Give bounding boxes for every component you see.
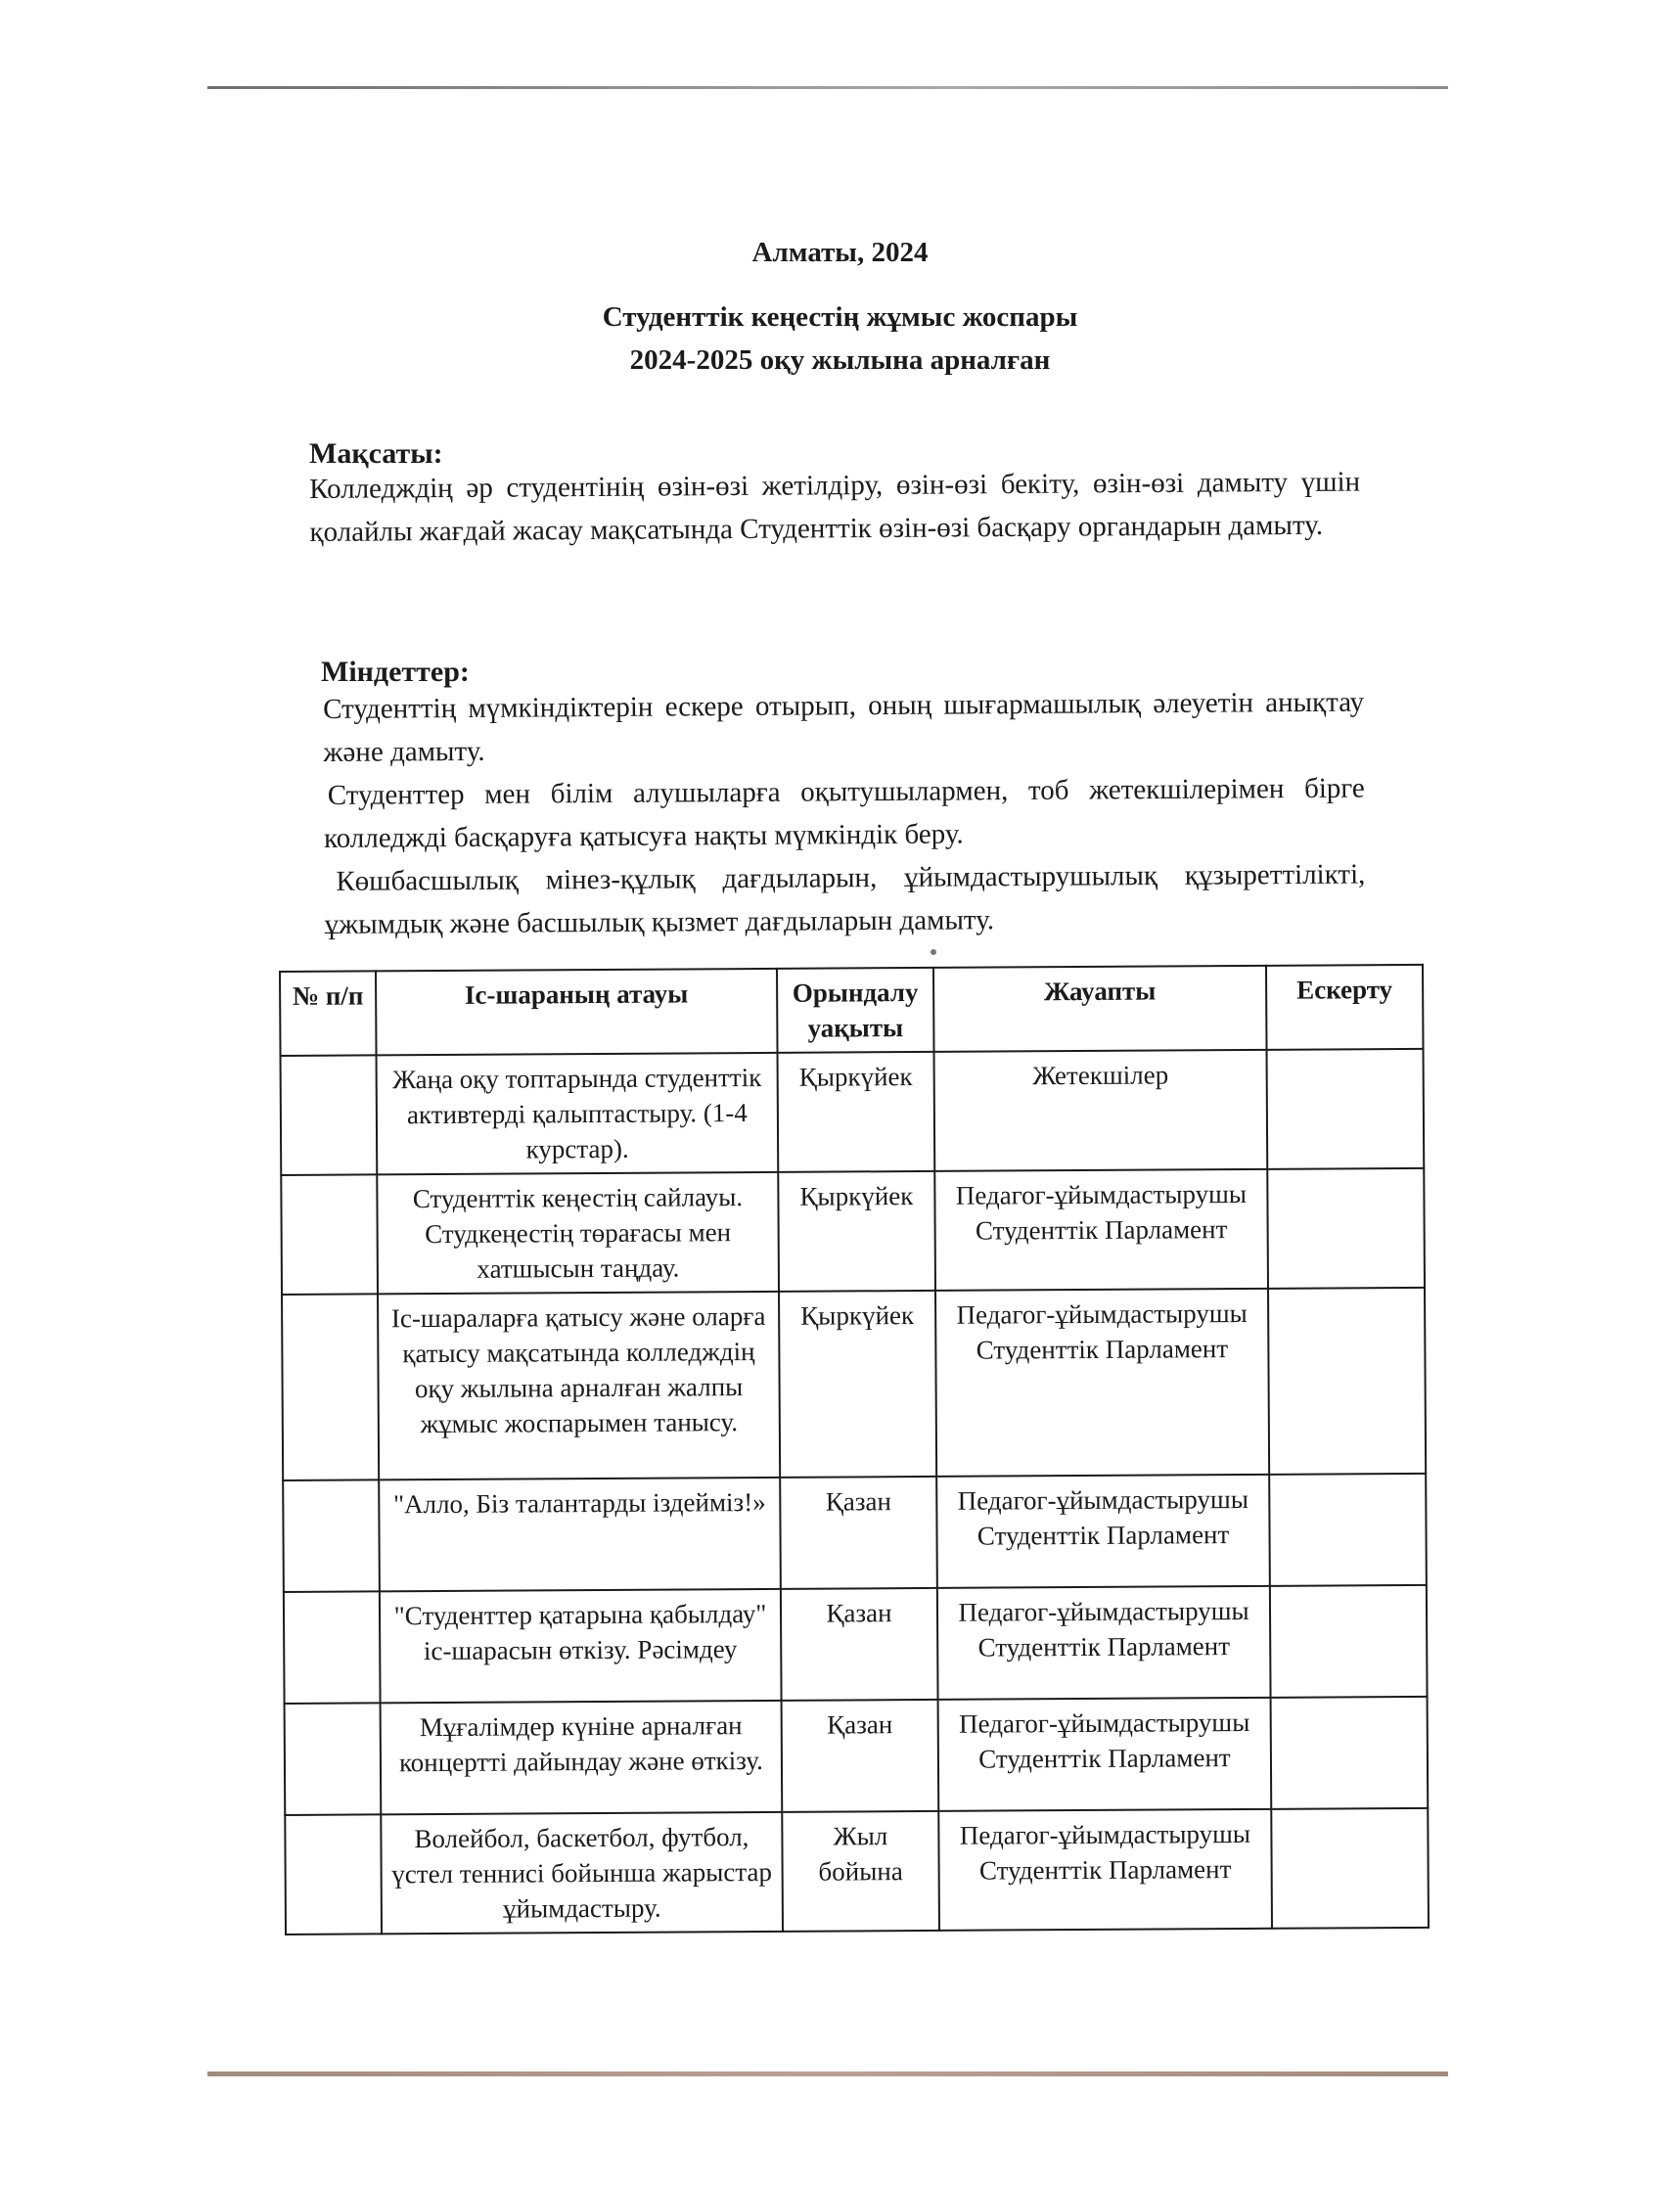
cell-note <box>1271 1697 1429 1809</box>
cell-num <box>285 1703 382 1815</box>
cell-time: Қыркүйек <box>778 1052 935 1172</box>
header-time: Орындалу уақыты <box>777 968 934 1053</box>
cell-responsible: Педагог-ұйымдастырушы Студенттік Парламент <box>938 1809 1272 1931</box>
cell-num <box>281 1055 378 1175</box>
cell-note <box>1268 1288 1426 1475</box>
task-item: Көшбасшылық мінез-құлық дағдыларын, ұйымдастырушылық құзыреттілікті, ұжымдық және басшылық қызмет дағдыларын дамыту. <box>324 858 1366 940</box>
cell-num <box>283 1479 380 1592</box>
task-item: Студенттің мүмкіндіктерін ескере отырып, оның шығармашылық әлеуетін анықтау және дамыту. <box>323 686 1365 768</box>
table-row <box>285 1808 1429 1935</box>
cell-name: Жаңа оқу топтарында студенттік активтерді қалыптастыру. (1-4 курстар). <box>377 1053 779 1175</box>
table-row <box>282 1288 1426 1480</box>
cell-name: Студенттік кеңестің сайлауы. Студкеңестің төрағасы мен хатшысын таңдау. <box>377 1172 779 1295</box>
scan-speck <box>931 949 936 955</box>
cell-responsible: Педагог-ұйымдастырушы Студенттік Парламент <box>937 1586 1271 1700</box>
cell-responsible: Педагог-ұйымдастырушы Студенттік Парламент <box>934 1169 1268 1291</box>
cell-note <box>1267 1168 1425 1289</box>
tasks-heading: Міндеттер: <box>321 656 470 688</box>
cell-num <box>281 1174 378 1295</box>
table-header-row <box>280 965 1424 1056</box>
header-note: Ескерту <box>1266 965 1424 1050</box>
table-row <box>283 1474 1427 1592</box>
document-title-line1: Студенттік кеңестің жұмыс жоспары <box>602 301 1078 333</box>
cell-note <box>1269 1474 1427 1586</box>
cell-note <box>1271 1808 1429 1929</box>
table-row <box>281 1049 1425 1175</box>
cell-name: Іс-шараларға қатысу және оларға қатысу мақсатында колледждің оқу жылына арналған жалпы жұмыс жоспарымен танысу. <box>378 1292 780 1480</box>
table-row <box>281 1168 1425 1295</box>
cell-num <box>284 1591 381 1704</box>
city-year: Алматы, 2024 <box>751 237 929 268</box>
cell-time: Қазан <box>781 1588 938 1701</box>
cell-num <box>282 1294 379 1480</box>
cell-responsible: Жетекшілер <box>934 1050 1268 1171</box>
scan-edge-top <box>207 86 1448 89</box>
cell-time: Қыркүйек <box>779 1291 936 1478</box>
goals-text-block <box>309 461 1361 554</box>
work-plan-table <box>279 964 1430 1935</box>
cell-num <box>285 1814 382 1935</box>
cell-note <box>1270 1585 1428 1698</box>
cell-time: Қыркүйек <box>778 1171 935 1292</box>
goals-heading: Мақсаты: <box>309 437 443 470</box>
header-name: Іс-шараның атауы <box>376 969 778 1056</box>
scan-edge-bottom <box>207 2071 1448 2076</box>
header-num: № п/п <box>280 971 377 1056</box>
cell-name: Волейбол, баскетбол, футбол, үстел теннисі бойынша жарыстар ұйымдастыру. <box>381 1812 783 1935</box>
cell-responsible: Педагог-ұйымдастырушы Студенттік Парламент <box>935 1289 1269 1477</box>
cell-responsible: Педагог-ұйымдастырушы Студенттік Парламент <box>936 1475 1270 1588</box>
cell-name: Мұғалімдер күніне арналған концертті дайындау және өткізу. <box>381 1701 783 1815</box>
task-item: Студенттер мен білім алушыларға оқытушылармен, тоб жетекшілерімен бірге колледжді басқаруға қатысуға нақты мүмкіндік беру. <box>323 772 1365 854</box>
cell-time: Қазан <box>780 1477 937 1589</box>
document-title-line2: 2024-2025 оқу жылына арналған <box>629 344 1051 376</box>
cell-name: "Алло, Біз талантарды іздейміз!» <box>379 1478 781 1592</box>
tasks-list <box>323 681 1366 946</box>
cell-responsible: Педагог-ұйымдастырушы Студенттік Парламент <box>938 1698 1272 1811</box>
cell-note <box>1267 1049 1425 1169</box>
goals-text: Колледждің әр студентінің өзін-өзі жетілдіру, өзін-өзі бекіту, өзін-өзі дамыту үшін қолайлы жағдай жасау мақсатында Студенттік өзін-өзі басқару органдарын дамыту. <box>309 466 1361 548</box>
header-responsible: Жауапты <box>933 966 1267 1052</box>
cell-time: Жыл бойына <box>782 1811 939 1932</box>
cell-time: Қазан <box>782 1700 939 1812</box>
table-row <box>285 1697 1429 1815</box>
cell-name: "Студенттер қатарына қабылдау" іс-шарасын өткізу. Рәсімдеу <box>380 1589 782 1704</box>
table-row <box>284 1585 1428 1704</box>
